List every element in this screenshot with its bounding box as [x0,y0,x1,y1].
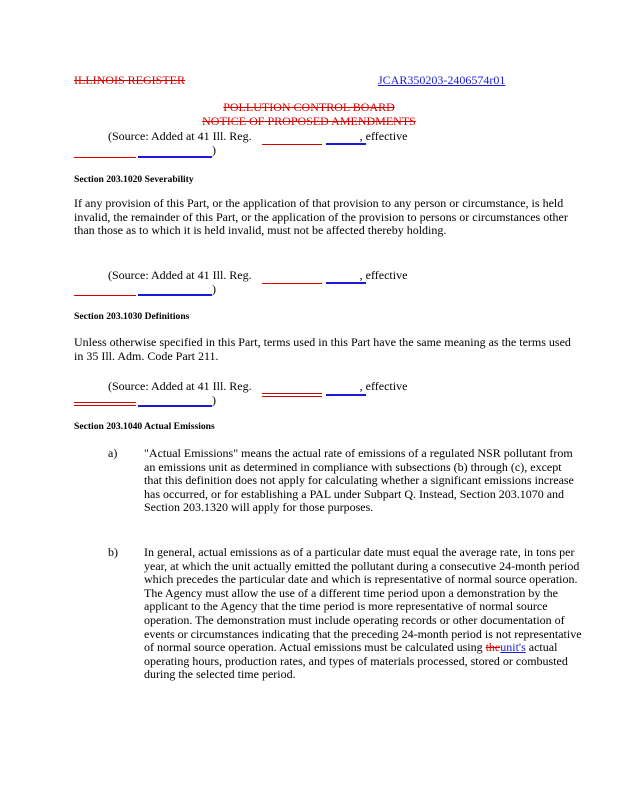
section-heading: Section 203.1020 Severability [74,174,194,185]
deleted-text: the [485,640,501,655]
inserted-blank [138,405,212,407]
section-body: If any provision of this Part, or the application of that provision to any person or circumstance, is held invalid, the remainder of this Part, or the application of the provision to persons or circumstances other than those as to which it is held invalid, must not be affected thereby holding. [74,196,568,238]
deleted-blank [74,402,136,403]
inserted-blank [138,156,212,158]
inserted-blank [326,394,366,396]
inserted-blank [326,282,366,284]
source-close: ) [212,393,216,407]
deleted-blank [74,405,136,406]
source-close: ) [212,143,216,157]
source-note [108,129,407,144]
item-text: In general, actual emissions as of a particular date must equal the average rate, in tons per year, at which the unit actually emitted the pollutant during a consecutive 24-month period which precedes the particular date and which is representative of normal source operation. The Agency must allow the use of a different time period upon a demonstration by the applicant to the Agency that the time period is more representative of normal source operation. The demonstration must include operating records or other documentation of events or circumstances indicating that the preceding 24-month period is not representative of normal source operation. Actual emissions must be calculated using [144,545,582,655]
inserted-blank [326,143,366,145]
deleted-blank [74,157,136,158]
source-text: (Source: Added at 41 Ill. Reg. [108,379,255,393]
source-close: ) [212,282,216,296]
section-heading: Section 203.1030 Definitions [74,311,190,322]
item-label: a) [108,446,118,460]
agency-title: POLLUTION CONTROL BOARD [223,100,395,114]
section-body: Unless otherwise specified in this Part, terms used in this Part have the same meaning as the terms used in 35 Ill. Adm. Code Part 211. [74,335,571,363]
notice-title: NOTICE OF PROPOSED AMENDMENTS [202,114,416,128]
definition-item [144,546,590,682]
deleted-blank [262,283,322,284]
item-label: b) [108,545,118,559]
source-effective: , effective [359,379,408,393]
source-note [108,268,407,283]
inserted-text: unit's [500,640,526,655]
deleted-blank [74,295,136,296]
deleted-blank [262,393,322,394]
definition-item: "Actual Emissions" means the actual rate of emissions of a regulated NSR pollutant from an emissions unit as determined in compliance with subsections (b) through (c), except that this definition does not apply for calculating whether a significant emissions increase has occurred, or for establishing a PAL under Subpart Q. Instead, Section 203.1070 and Section 203.1320 will apply for those purposes. [144,446,574,515]
source-text: (Source: Added at 41 Ill. Reg. [108,129,255,143]
source-text: (Source: Added at 41 Ill. Reg. [108,268,255,282]
register-header: ILLINOIS REGISTER [74,73,185,87]
item-text: actual operating hours, production rates, and types of materials processed, stored or combusted during the selected time period. [144,640,568,682]
deleted-blank [262,144,322,145]
document-code: JCAR350203-2406574r01 [378,73,506,87]
source-effective: , effective [359,268,408,282]
deleted-blank [262,396,322,397]
source-note [108,379,407,394]
source-effective: , effective [359,129,408,143]
inserted-blank [138,294,212,296]
section-heading: Section 203.1040 Actual Emissions [74,421,215,432]
